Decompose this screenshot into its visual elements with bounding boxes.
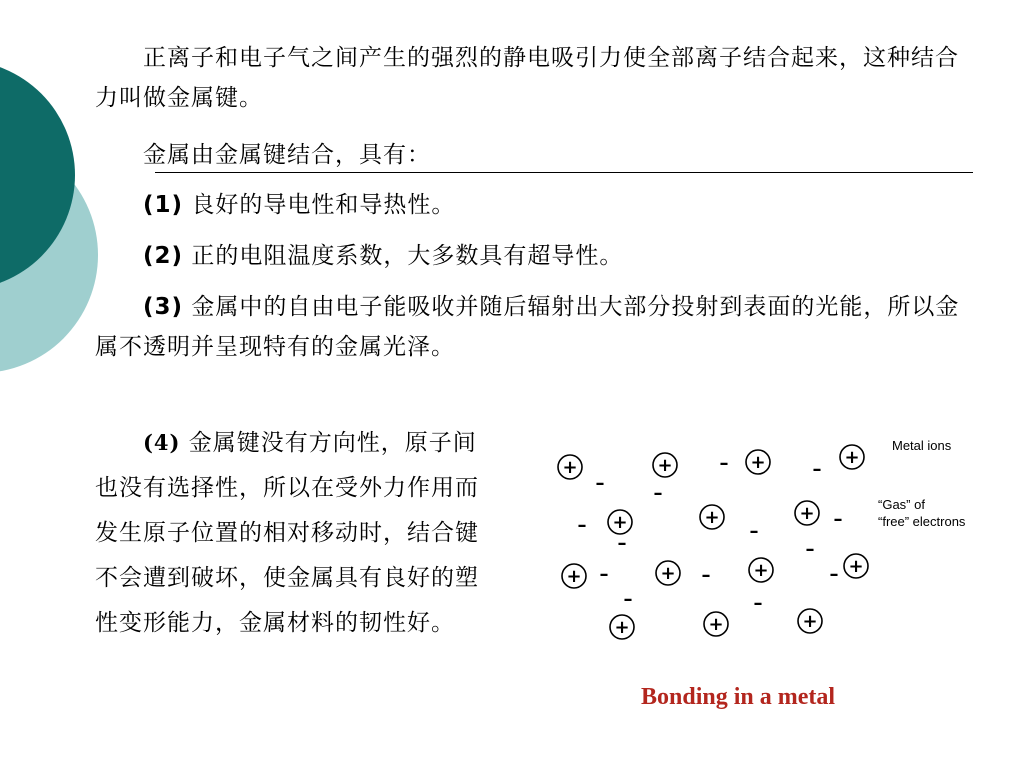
- metal-ions: [558, 445, 868, 639]
- electron: –: [812, 459, 822, 480]
- ion-symbol: +: [566, 566, 582, 587]
- electron: –: [805, 539, 815, 560]
- electron: –: [753, 593, 763, 614]
- item-text: 良好的导电性和导热性。: [183, 192, 456, 218]
- label-gas-line1: “Gas” of: [878, 497, 925, 512]
- electron: –: [829, 564, 839, 585]
- ion-symbol: +: [708, 614, 724, 635]
- label-metal-ions: Metal ions: [892, 438, 952, 453]
- electron: –: [599, 564, 609, 585]
- property-item-2: [95, 236, 980, 276]
- electron: –: [595, 473, 605, 494]
- ion-symbol: +: [614, 617, 630, 638]
- ion-symbol: +: [753, 560, 769, 581]
- free-electrons: [578, 453, 843, 614]
- ion-symbol: +: [660, 563, 676, 584]
- metal-bonding-diagram: [540, 425, 990, 655]
- electron: –: [653, 483, 663, 504]
- label-gas-line2: “free” electrons: [878, 514, 966, 529]
- item-number: (1): [143, 192, 184, 218]
- item-text: 金属键没有方向性，原子间也没有选择性，所以在受外力作用而发生原子位置的相对移动时，结合键不会遭到破坏，使金属具有良好的塑性变形能力，金属材料的韧性好。: [95, 430, 479, 636]
- electron: –: [719, 453, 729, 474]
- ion-symbol: +: [802, 611, 818, 632]
- paragraph-properties-intro: 金属由金属键结合，具有：: [143, 142, 431, 168]
- underline-rule: [155, 172, 973, 173]
- ion-symbol: +: [657, 455, 673, 476]
- item-text: 正的电阻温度系数，大多数具有超导性。: [183, 243, 624, 269]
- property-item-3: [95, 287, 980, 367]
- item-number: (3): [143, 294, 184, 320]
- ion-symbol: +: [704, 507, 720, 528]
- electron: –: [833, 509, 843, 530]
- ion-symbol: +: [799, 503, 815, 524]
- ion-symbol: +: [844, 447, 860, 468]
- diagram-caption: Bonding in a metal: [641, 684, 836, 710]
- ion-symbol: +: [612, 512, 628, 533]
- ion-symbol: +: [848, 556, 864, 577]
- property-item-4: [95, 420, 500, 646]
- electron: –: [623, 589, 633, 610]
- item-number: (2): [143, 243, 184, 269]
- item-number: (4): [143, 430, 181, 455]
- ion-symbol: +: [562, 457, 578, 478]
- item-text: 金属中的自由电子能吸收并随后辐射出大部分投射到表面的光能，所以金属不透明并呈现特有的金属光泽。: [95, 294, 960, 360]
- property-item-1: [95, 185, 980, 225]
- electron: –: [577, 515, 587, 536]
- paragraph-metallic-bond-definition: 正离子和电子气之间产生的强烈的静电吸引力使全部离子结合起来，这种结合力叫做金属键。: [95, 45, 959, 111]
- electron: –: [749, 521, 759, 542]
- electron: –: [617, 533, 627, 554]
- electron: –: [701, 565, 711, 586]
- ion-symbol: +: [750, 452, 766, 473]
